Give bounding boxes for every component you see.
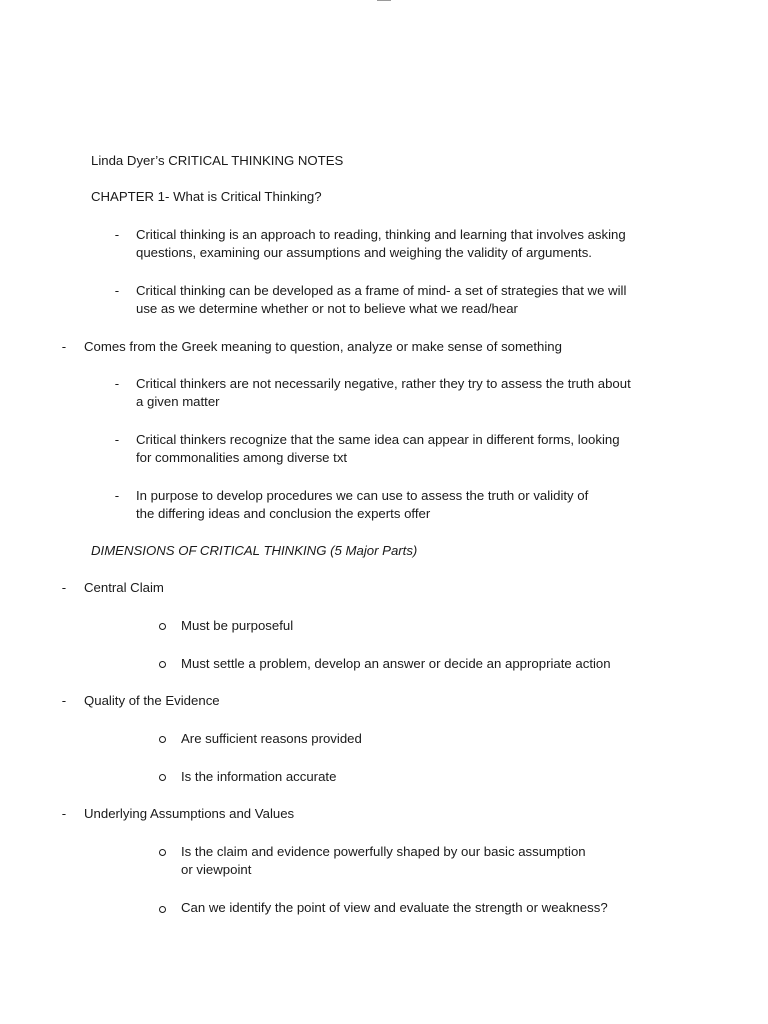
section-underlying-assumptions: Underlying Assumptions and Values <box>84 806 295 821</box>
bullet-dash: - <box>61 693 67 708</box>
bullet-dash: - <box>114 376 120 391</box>
chapter-heading: CHAPTER 1- What is Critical Thinking? <box>91 189 322 204</box>
document-title: Linda Dyer’s CRITICAL THINKING NOTES <box>91 153 344 168</box>
list-item-text: Critical thinkers recognize that the same idea can appear in different forms, looking <box>136 432 620 447</box>
list-item-text: Critical thinking can be developed as a frame of mind- a set of strategies that we will <box>136 283 627 298</box>
bullet-dash: - <box>114 432 120 447</box>
list-item-text: the differing ideas and conclusion the experts offer <box>136 506 431 521</box>
sub-item-text: Must be purposeful <box>181 618 294 633</box>
sub-item-text: or viewpoint <box>181 862 252 877</box>
section-quality-evidence: Quality of the Evidence <box>84 693 220 708</box>
circle-bullet-icon <box>159 849 166 856</box>
sub-item-text: Must settle a problem, develop an answer or decide an appropriate action <box>181 656 611 671</box>
bullet-dash: - <box>114 227 120 242</box>
bullet-dash: - <box>61 806 67 821</box>
list-item-text: In purpose to develop procedures we can use to assess the truth or validity of <box>136 488 589 503</box>
dimensions-heading: DIMENSIONS OF CRITICAL THINKING (5 Major Parts) <box>91 543 418 558</box>
list-item-text: a given matter <box>136 394 220 409</box>
circle-bullet-icon <box>159 661 166 668</box>
bullet-dash: - <box>61 339 67 354</box>
bullet-dash: - <box>114 283 120 298</box>
list-item-text: for commonalities among diverse txt <box>136 450 348 465</box>
bullet-dash: - <box>61 580 67 595</box>
circle-bullet-icon <box>159 774 166 781</box>
list-item-text: Critical thinking is an approach to reading, thinking and learning that involves asking <box>136 227 626 242</box>
page-top-mark <box>377 0 391 1</box>
list-item-text: questions, examining our assumptions and weighing the validity of arguments. <box>136 245 592 260</box>
list-item-text: Critical thinkers are not necessarily negative, rather they try to assess the truth about <box>136 376 631 391</box>
list-item-text: use as we determine whether or not to believe what we read/hear <box>136 301 518 316</box>
circle-bullet-icon <box>159 906 166 913</box>
sub-item-text: Are sufficient reasons provided <box>181 731 362 746</box>
section-central-claim: Central Claim <box>84 580 164 595</box>
sub-item-text: Can we identify the point of view and evaluate the strength or weakness? <box>181 900 608 915</box>
sub-item-text: Is the claim and evidence powerfully shaped by our basic assumption <box>181 844 586 859</box>
bullet-dash: - <box>114 488 120 503</box>
list-item-text: Comes from the Greek meaning to question, analyze or make sense of something <box>84 339 562 354</box>
sub-item-text: Is the information accurate <box>181 769 337 784</box>
circle-bullet-icon <box>159 736 166 743</box>
circle-bullet-icon <box>159 623 166 630</box>
